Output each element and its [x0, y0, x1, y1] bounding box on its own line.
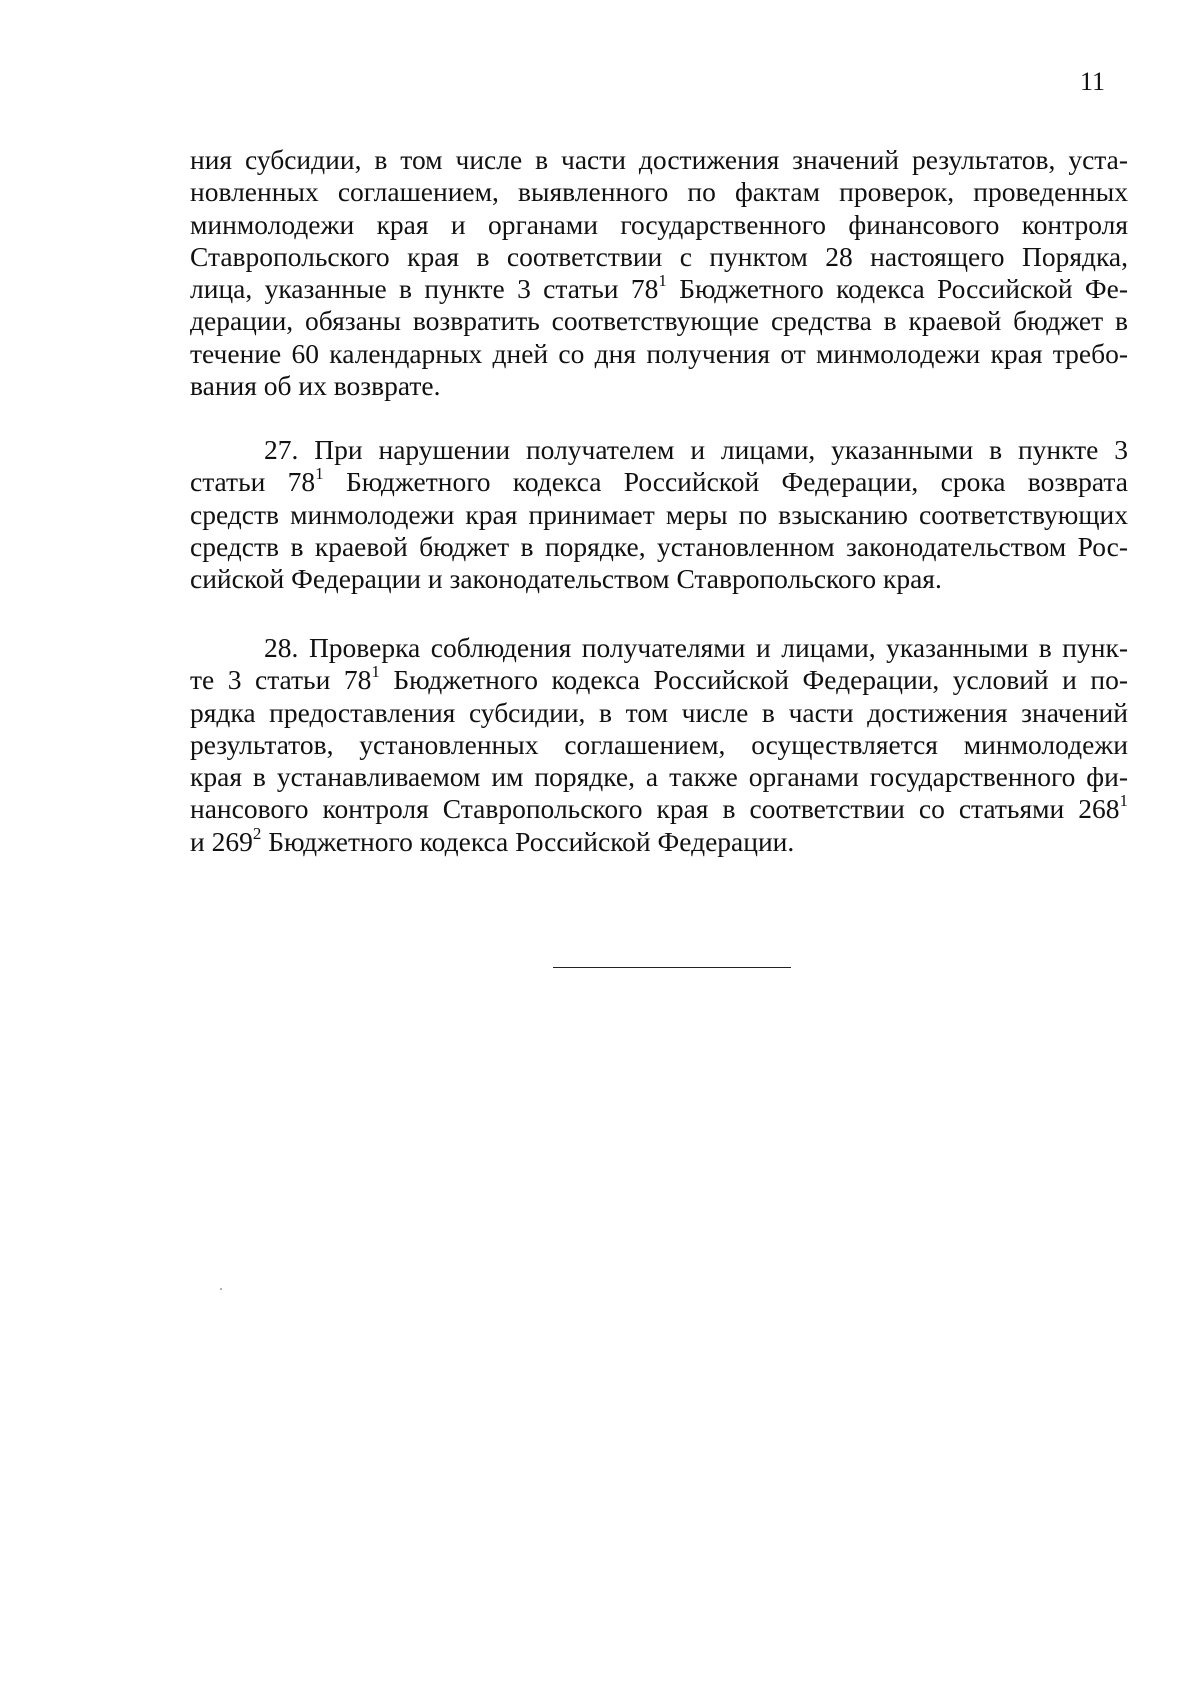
text-line	[190, 241, 1128, 273]
text-run: рядка предоставления субсидии, в том числе в части достижения значений	[190, 696, 1128, 728]
paragraph-27	[190, 434, 1128, 595]
text-line	[190, 466, 1128, 498]
text-line	[190, 144, 1128, 176]
text-line	[190, 729, 1128, 761]
superscript: 1	[1119, 791, 1128, 811]
text-line	[190, 697, 1128, 729]
text-run: Бюджетного кодекса Российской Фе-	[666, 273, 1128, 305]
text-line	[190, 664, 1128, 696]
text-line	[190, 176, 1128, 208]
text-line	[190, 823, 1128, 858]
text-run: средств в краевой бюджет в порядке, установленном законодательством Рос-	[190, 530, 1128, 562]
text-run: нансового контроля Ставропольского края в соответствии со статьями 268	[190, 793, 1120, 825]
text-run: лица, указанные в пункте 3 статьи 78	[190, 273, 659, 305]
text-run: дерации, обязаны возвратить соответствующие средства в краевой бюджет в	[190, 305, 1128, 337]
text-line	[190, 761, 1128, 793]
text-run: те 3 статьи 78	[190, 664, 372, 696]
text-run: минмолодежи края и органами государственного финансового контроля	[190, 208, 1128, 240]
text-line	[190, 499, 1128, 531]
scan-artifact-dot	[220, 1288, 222, 1290]
text-line	[190, 338, 1128, 370]
text-line	[190, 531, 1128, 563]
text-line	[190, 209, 1128, 241]
text-run: ния субсидии, в том числе в части достижения значений результатов, уста-	[190, 144, 1128, 175]
text-run: сийской Федерации и законодательством Ставропольского края.	[190, 563, 942, 595]
superscript: 2	[252, 823, 262, 843]
text-run: вания об их возврате.	[190, 370, 441, 402]
text-run: 28. Проверка соблюдения получателями и лицами, указанными в пунк-	[264, 632, 1128, 663]
text-run: и 269	[190, 825, 253, 857]
text-line	[190, 273, 1128, 305]
superscript: 1	[371, 662, 380, 682]
superscript: 1	[315, 464, 324, 484]
text-run: новленных соглашением, выявленного по фактам проверок, проведенных	[190, 176, 1128, 208]
end-of-document-rule	[553, 967, 791, 968]
superscript: 1	[658, 271, 667, 291]
text-run: Бюджетного кодекса Российской Федерации, срока возврата	[323, 466, 1128, 498]
page-number: 11	[1080, 67, 1106, 96]
text-line	[190, 370, 1128, 402]
text-run: средств минмолодежи края принимает меры по взысканию соответствующих	[190, 498, 1128, 530]
text-run: Бюджетного кодекса Российской Федерации, условий и по-	[379, 664, 1128, 696]
text-run: Ставропольского края в соответствии с пунктом 28 настоящего Порядка,	[190, 240, 1128, 272]
text-line	[190, 305, 1128, 337]
paragraph-26-continuation	[190, 144, 1128, 402]
text-run: Бюджетного кодекса Российской Федерации.	[261, 825, 795, 857]
text-run: 27. При нарушении получателем и лицами, указанными в пункте 3	[264, 434, 1128, 465]
text-line	[190, 434, 1128, 466]
text-run: результатов, установленных соглашением, осуществляется минмолодежи	[190, 728, 1128, 760]
text-run: края в устанавливаемом им порядке, а также органами государственного фи-	[190, 761, 1128, 793]
text-line	[190, 632, 1128, 664]
text-line	[190, 563, 1128, 595]
text-line	[190, 793, 1128, 825]
text-run: статьи 78	[190, 466, 316, 498]
text-run: течение 60 календарных дней со дня получения от минмолодежи края требо-	[190, 337, 1128, 369]
paragraph-28	[190, 632, 1128, 858]
